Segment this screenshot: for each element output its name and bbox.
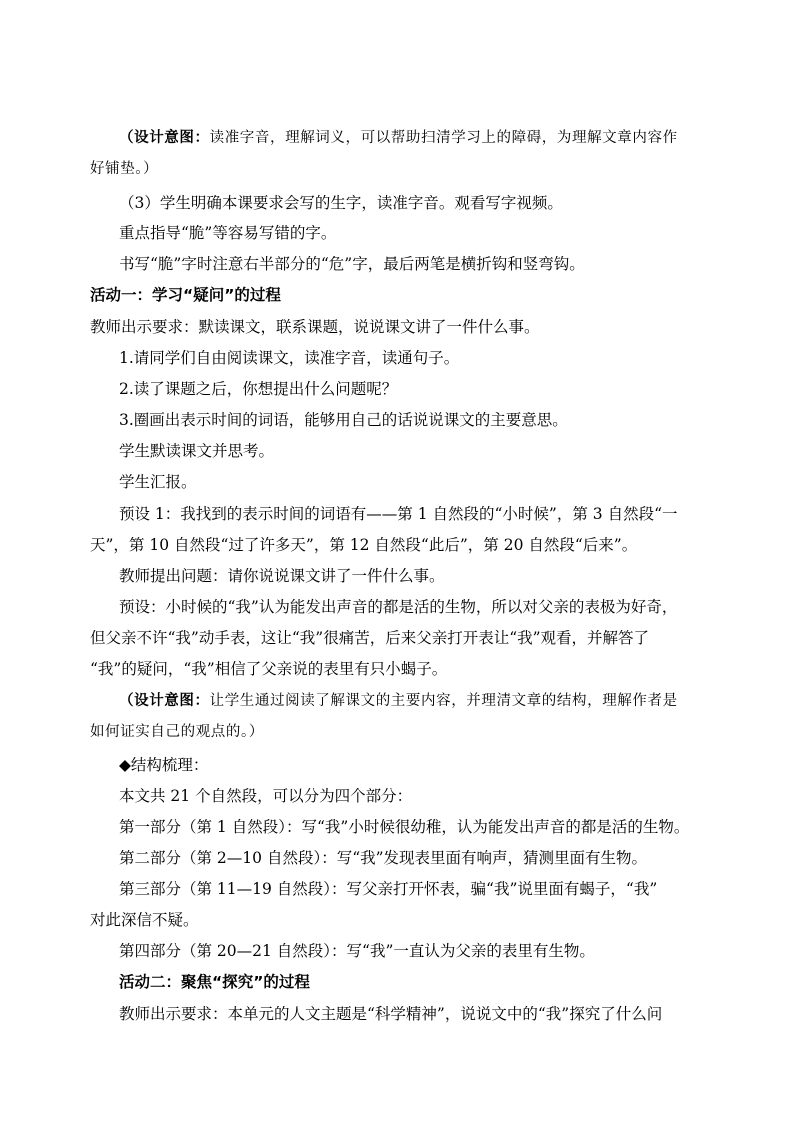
design-intent-text: 读准字音，理解词义，可以帮助扫清学习上的障碍，为理解文章内容作: [209, 130, 678, 146]
paragraph-structure-summary: 本文共 21 个自然段，可以分为四个部分：: [119, 787, 413, 805]
design-intent-text: 让学生通过阅读了解课文的主要内容，并理清文章的结构，理解作者是: [209, 693, 678, 709]
structure-part-4: 第四部分（第 20—21 自然段）：写“我”一直认为父亲的表里有生物。: [119, 942, 595, 960]
paragraph-writing-tip: 书写“脆”字时注意右半部分的“危”字，最后两笔是横折钩和竖弯钩。: [119, 255, 585, 273]
design-intent-label: （设计意图：: [119, 130, 210, 146]
design-intent-2-line-1: [119, 691, 722, 711]
preset-2-line-1: 预设：小时候的“我”认为能发出声音的都是活的生物，所以对父亲的表极为好奇，: [119, 598, 678, 616]
paragraph-students-read: 学生默读课文并思考。: [119, 442, 275, 460]
design-intent-1-line-1: [119, 128, 722, 148]
activity-one-heading: 活动一：学习“疑问”的过程: [90, 286, 281, 304]
preset-1-line-1: 预设 1：我找到的表示时间的词语有——第 1 自然段的“小时候”，第 3 自然段“一: [119, 505, 678, 523]
paragraph-teacher-question: 教师提出问题：请你说说课文讲了一件什么事。: [119, 567, 445, 585]
list-item-3: 3.圈画出表示时间的词语，能够用自己的话说说课文的主要意思。: [119, 411, 568, 429]
preset-2-line-2: 但父亲不许“我”动手表，这让“我”很痛苦，后来父亲打开表让“我”观看，并解答了: [90, 629, 650, 647]
preset-2-line-3: “我”的疑问，“我”相信了父亲说的表里有只小蝎子。: [90, 660, 448, 678]
structure-part-1: 第一部分（第 1 自然段）：写“我”小时候很幼稚，认为能发出声音的都是活的生物。: [119, 818, 690, 836]
preset-1-line-2: 天”，第 10 自然段“过了许多天”，第 12 自然段“此后”，第 20 自然段“后来”。: [90, 536, 638, 554]
paragraph-teacher-requirement-2: 教师出示要求：本单元的人文主题是“科学精神”，说说文中的“我”探究了什么问: [119, 1005, 663, 1023]
design-intent-1-line-2: 好铺垫。）: [90, 161, 159, 177]
list-item-1: 1.请同学们自由阅读课文，读准字音，读通句子。: [119, 349, 460, 367]
design-intent-label: （设计意图：: [119, 693, 210, 709]
structure-part-3-line-2: 对此深信不疑。: [90, 911, 199, 929]
activity-two-heading: 活动二：聚焦“探究”的过程: [119, 973, 310, 991]
structure-part-2: 第二部分（第 2—10 自然段）：写“我”发现表里面有响声，猜测里面有生物。: [119, 849, 648, 867]
design-intent-2-line-2: 如何证实自己的观点的。）: [90, 724, 264, 740]
paragraph-teacher-requirement-1: 教师出示要求：默读课文，联系课题，说说课文讲了一件什么事。: [90, 318, 540, 336]
paragraph-step-3: （3）学生明确本课要求会写的生字，读准字音。观看写字视频。: [119, 194, 563, 212]
structure-heading: ◆结构梳理：: [119, 756, 209, 774]
structure-part-3-line-1: 第三部分（第 11—19 自然段）：写父亲打开怀表，骗“我”说里面有蝎子，“我”: [119, 880, 658, 898]
paragraph-key-guidance: 重点指导“脆”等容易写错的字。: [119, 224, 337, 242]
list-item-2: 2.读了课题之后，你想提出什么问题呢？: [119, 380, 398, 398]
paragraph-students-report: 学生汇报。: [119, 473, 197, 491]
